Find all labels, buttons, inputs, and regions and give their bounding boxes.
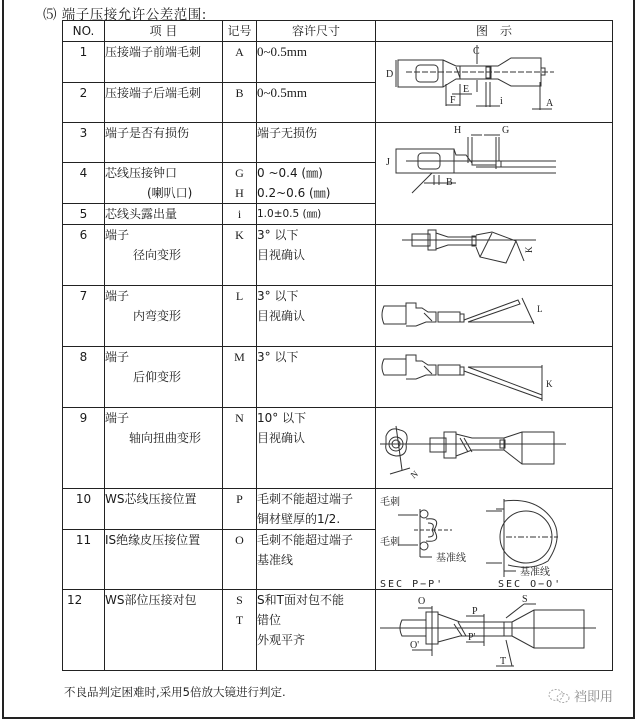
- symbol-text: H: [235, 186, 244, 200]
- tolerance-text: 10° 以下: [257, 411, 307, 425]
- radial-deformation-diagram: [376, 225, 612, 285]
- tolerance-text: 3° 以下: [257, 289, 299, 303]
- tolerance-text: 毛刺不能超过端子: [257, 492, 354, 506]
- row-no: 9: [63, 408, 105, 489]
- row-no: 11: [63, 530, 105, 590]
- table-row: [63, 286, 613, 347]
- item-text: 压接端子后端毛刺: [105, 85, 202, 100]
- row-tolerance: [257, 163, 376, 204]
- row-no: 3: [63, 123, 105, 163]
- figure-bellmouth: [376, 123, 613, 225]
- row-symbol: [223, 590, 257, 671]
- row-symbol: [223, 225, 257, 286]
- bellmouth-diagram: [376, 123, 612, 222]
- label-i: i: [500, 96, 503, 107]
- row-symbol: [223, 347, 257, 408]
- item-text: 端子是否有损伤: [105, 126, 190, 140]
- label-P: P: [472, 606, 478, 617]
- label-baseline-p: 基准线: [436, 553, 466, 564]
- tolerance-text: 端子无损伤: [257, 126, 318, 140]
- row-tolerance: [257, 286, 376, 347]
- backward-tilt-diagram: [376, 347, 612, 407]
- item-subtext: 径向变形: [133, 248, 182, 262]
- figure-ws-crimp-alignment: [376, 590, 613, 671]
- tolerance-text: 0~0.5mm: [257, 84, 308, 100]
- row-no: 5: [63, 204, 105, 225]
- label-burr-bottom: 毛刺: [380, 537, 400, 548]
- row-tolerance: [257, 489, 376, 530]
- row-item: [105, 225, 223, 286]
- row-no: 12: [63, 590, 105, 671]
- tolerance-text: 3° 以下: [257, 350, 299, 364]
- row-item: [105, 82, 223, 123]
- header-figure: 图 示: [376, 21, 613, 42]
- table-header-row: [63, 21, 613, 42]
- tolerance-text: 3° 以下: [257, 228, 299, 242]
- row-tolerance: [257, 123, 376, 163]
- tolerance-text: 目视确认: [257, 431, 306, 445]
- inward-bend-diagram: [376, 286, 612, 346]
- row-item: [105, 163, 223, 204]
- row-item: [105, 489, 223, 530]
- item-text: 芯线头露出量: [105, 207, 178, 221]
- crimp-section-diagram: [376, 489, 612, 589]
- row-item: [105, 408, 223, 489]
- row-no: 8: [63, 347, 105, 408]
- label-N: N: [408, 468, 421, 481]
- figure-axial-twist: [376, 408, 613, 489]
- table-row: [63, 590, 613, 671]
- row-item: [105, 590, 223, 671]
- symbol-text: B: [235, 85, 244, 100]
- row-tolerance: [257, 42, 376, 83]
- row-symbol: [223, 163, 257, 204]
- item-text: 端子: [105, 350, 130, 364]
- label-E: E: [463, 84, 470, 95]
- item-text: IS绝缘皮压接位置: [105, 533, 201, 547]
- table-row: [63, 123, 613, 163]
- item-text: 端子: [105, 411, 130, 425]
- label-D: D: [386, 69, 394, 80]
- row-item: [105, 347, 223, 408]
- symbol-text: A: [235, 45, 244, 59]
- row-symbol: [223, 530, 257, 590]
- tolerance-text: 毛刺不能超过端子: [257, 533, 354, 547]
- row-symbol: [223, 286, 257, 347]
- tolerance-text: 目视确认: [257, 248, 306, 262]
- row-item: [105, 204, 223, 225]
- item-subtext: (喇叭口): [147, 186, 193, 200]
- label-H: H: [454, 125, 462, 136]
- label-S: S: [522, 594, 528, 605]
- symbol-text: i: [237, 207, 242, 221]
- item-subtext: 后仰变形: [133, 370, 182, 384]
- watermark: [548, 686, 613, 705]
- row-item: [105, 123, 223, 163]
- row-item: [105, 530, 223, 590]
- figure-inward-bend: [376, 286, 613, 347]
- row-item: [105, 286, 223, 347]
- symbol-text: L: [235, 289, 244, 303]
- row-tolerance: [257, 408, 376, 489]
- header-tolerance: 容许尺寸: [257, 21, 376, 42]
- label-F: F: [450, 95, 456, 106]
- row-tolerance: [257, 347, 376, 408]
- figure-crimp-position-sections: [376, 489, 613, 590]
- label-sec-o: SEC O−O': [498, 579, 563, 589]
- section-title: ⑸ 端子压接允许公差范围:: [43, 7, 207, 23]
- item-text: WS芯线压接位置: [105, 492, 197, 506]
- crimp-burr-diagram: [376, 42, 612, 122]
- row-tolerance: [257, 530, 376, 590]
- row-symbol: [223, 489, 257, 530]
- watermark-text: 裆即用: [574, 690, 614, 705]
- tolerance-text: 铜材壁厚的1/2.: [257, 512, 341, 526]
- tolerance-text: 目视确认: [257, 309, 306, 323]
- symbol-text: O: [235, 533, 244, 547]
- row-tolerance: [257, 590, 376, 671]
- symbol-text: G: [235, 166, 244, 180]
- symbol-text: P: [236, 492, 243, 506]
- label-K: K: [524, 246, 534, 253]
- label-P-prime: P': [468, 632, 476, 643]
- footer-note: 不良品判定困难时,采用5倍放大镜进行判定.: [64, 685, 286, 699]
- symbol-text: T: [235, 613, 244, 627]
- label-A: A: [546, 98, 554, 109]
- item-subtext: 轴向扭曲变形: [129, 431, 202, 445]
- row-tolerance: [257, 204, 376, 225]
- label-sec-p: SEC P−P': [380, 579, 445, 589]
- label-O: O: [418, 596, 426, 607]
- row-symbol: [223, 82, 257, 123]
- tolerance-text: 0~0.5mm: [257, 44, 308, 59]
- table-row: [63, 225, 613, 286]
- header-item: 项 目: [105, 21, 223, 42]
- row-no: 7: [63, 286, 105, 347]
- tolerance-text: 0 ~0.4 (㎜): [257, 166, 323, 180]
- item-subtext: 内弯变形: [133, 309, 182, 323]
- tolerance-text: 基准线: [257, 553, 294, 567]
- tolerance-text: 错位: [257, 613, 282, 627]
- row-no: 2: [63, 82, 105, 123]
- label-O-prime: O': [410, 640, 420, 651]
- row-symbol: [223, 123, 257, 163]
- table-row: [63, 347, 613, 408]
- label-T: T: [500, 656, 507, 667]
- header-symbol: 记号: [223, 21, 257, 42]
- row-symbol: [223, 42, 257, 83]
- symbol-text: S: [236, 593, 243, 607]
- row-tolerance: [257, 82, 376, 123]
- wechat-bubble-icon: [548, 688, 570, 704]
- table-row: [63, 408, 613, 489]
- item-text: 端子: [105, 289, 130, 303]
- header-no: NO.: [63, 21, 105, 42]
- row-symbol: [223, 204, 257, 225]
- row-no: 10: [63, 489, 105, 530]
- symbol-text: K: [235, 228, 244, 242]
- tolerance-text: 0.2~0.6 (㎜): [257, 186, 331, 200]
- table-row: [63, 489, 613, 530]
- row-symbol: [223, 408, 257, 489]
- label-L: L: [537, 304, 543, 314]
- row-no: 6: [63, 225, 105, 286]
- row-no: 1: [63, 42, 105, 83]
- symbol-text: M: [234, 350, 245, 364]
- label-burr-top: 毛刺: [380, 497, 400, 508]
- label-J: J: [386, 157, 390, 168]
- label-K: K: [546, 379, 553, 389]
- label-C: C: [473, 46, 480, 57]
- row-tolerance: [257, 225, 376, 286]
- tolerance-text: S和T面对包不能: [257, 593, 344, 607]
- figure-backward-tilt: [376, 347, 613, 408]
- crimp-tolerance-table: [62, 20, 613, 671]
- row-item: [105, 42, 223, 83]
- symbol-text: N: [235, 411, 244, 425]
- label-baseline-o: 基准线: [520, 567, 550, 578]
- label-G: G: [502, 125, 510, 136]
- figure-front-rear-burr: [376, 42, 613, 123]
- tolerance-text: 1.0±0.5 (㎜): [257, 208, 322, 220]
- tolerance-text: 外观平齐: [257, 633, 306, 647]
- item-text: 端子: [105, 228, 130, 242]
- label-B: B: [446, 177, 453, 188]
- ws-alignment-diagram: [376, 590, 612, 670]
- item-text: 压接端子前端毛刺: [105, 45, 202, 59]
- figure-radial-deformation: [376, 225, 613, 286]
- item-text: 芯线压接钟口: [105, 166, 178, 180]
- row-no: 4: [63, 163, 105, 204]
- axial-twist-diagram: [376, 408, 612, 488]
- item-text: WS部位压接对包: [105, 593, 197, 607]
- table-row: [63, 42, 613, 83]
